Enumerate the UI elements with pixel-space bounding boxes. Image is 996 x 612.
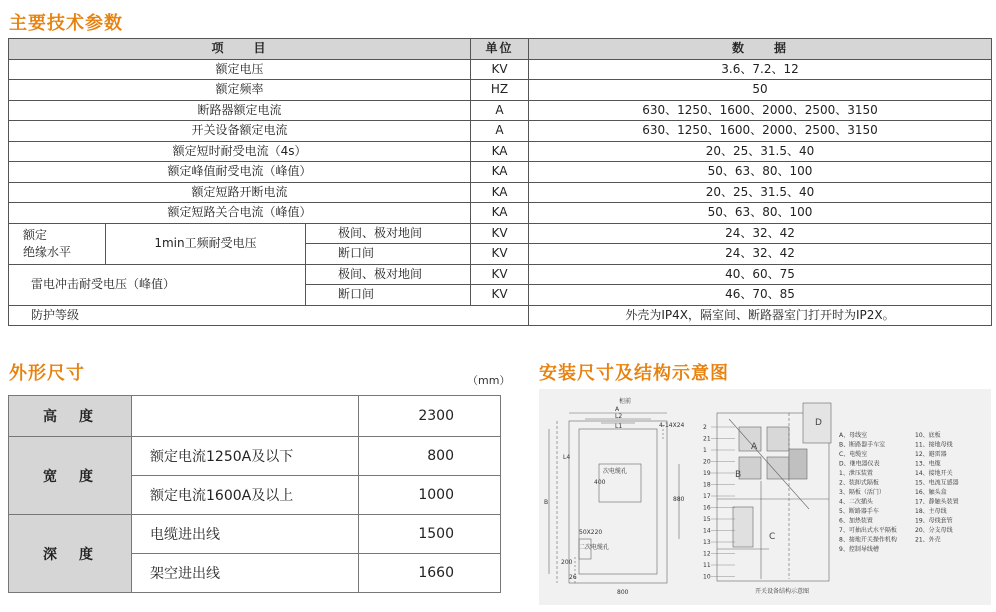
width-row-label: 额定电流1600A及以上 bbox=[132, 476, 359, 515]
table-row bbox=[9, 396, 501, 437]
svg-text:B: B bbox=[735, 470, 742, 480]
sub-ground-label: 极间、极对地间 bbox=[306, 223, 471, 244]
callout-number: 2 bbox=[703, 424, 707, 431]
unit-cell: A bbox=[471, 121, 529, 142]
depth-row-value: 1660 bbox=[359, 554, 501, 593]
protection-value: 外壳为IP4X，隔室间、断路器室门打开时为IP2X。 bbox=[529, 305, 992, 326]
legend-item: 13、电缆 bbox=[915, 460, 941, 468]
data-cell: 40、60、75 bbox=[529, 264, 992, 285]
table-row bbox=[9, 182, 992, 203]
spec-table bbox=[8, 38, 992, 326]
unit-cell: KA bbox=[471, 162, 529, 183]
dim-label: 200 bbox=[561, 559, 573, 566]
legend-item: 21、外壳 bbox=[915, 536, 941, 544]
table-row bbox=[9, 100, 992, 121]
dim-label: 880 bbox=[673, 496, 685, 503]
dims-table bbox=[8, 395, 501, 593]
legend-item: 1、泄压装置 bbox=[839, 470, 873, 477]
height-label: 高 度 bbox=[9, 396, 132, 437]
item-cell: 额定短路开断电流 bbox=[9, 182, 471, 203]
table-row bbox=[9, 305, 992, 326]
diagram-section-title: 安装尺寸及结构示意图 bbox=[539, 363, 729, 384]
legend-item: 10、底板 bbox=[915, 432, 941, 439]
sub-ground-label: 极间、极对地间 bbox=[306, 264, 471, 285]
data-cell: 630、1250、1600、2000、2500、3150 bbox=[529, 121, 992, 142]
svg-text:D: D bbox=[815, 418, 822, 428]
unit-cell: KV bbox=[471, 264, 529, 285]
sub-break-label: 断口间 bbox=[306, 244, 471, 265]
protection-label: 防护等级 bbox=[9, 305, 529, 326]
data-cell: 3.6、7.2、12 bbox=[529, 59, 992, 80]
dims-unit: （mm） bbox=[467, 374, 511, 387]
callout-number: 10 bbox=[703, 573, 711, 581]
legend-item: 18、主母线 bbox=[915, 508, 947, 515]
item-cell: 额定频率 bbox=[9, 80, 471, 101]
table-row bbox=[9, 515, 501, 554]
caption-bottom: 开关设备结构示意图 bbox=[755, 588, 810, 595]
callout-number: 20 bbox=[703, 458, 711, 466]
dims-section-title: 外形尺寸 bbox=[9, 363, 85, 384]
table-row bbox=[9, 80, 992, 101]
data-cell: 20、25、31.5、40 bbox=[529, 141, 992, 162]
hole-label: 次电缆孔 bbox=[603, 468, 628, 475]
legend-item: 14、接地开关 bbox=[915, 470, 953, 477]
table-row bbox=[9, 437, 501, 476]
unit-cell: HZ bbox=[471, 80, 529, 101]
legend-item: 16、触头盒 bbox=[915, 489, 947, 496]
structure-diagram bbox=[539, 389, 991, 605]
dim-label: L2 bbox=[615, 413, 623, 420]
width-row-value: 1000 bbox=[359, 476, 501, 515]
dim-label: 26 bbox=[569, 574, 577, 581]
callout-number: 16 bbox=[703, 504, 711, 512]
diagram-legend bbox=[839, 431, 959, 553]
legend-item: 6、加热装置 bbox=[839, 517, 873, 525]
data-cell: 20、25、31.5、40 bbox=[529, 182, 992, 203]
callout-numbers bbox=[703, 424, 735, 581]
hole-label: 二次电缆孔 bbox=[579, 544, 610, 551]
item-cell: 额定短时耐受电流（4s） bbox=[9, 141, 471, 162]
legend-item: 15、电流互感器 bbox=[915, 479, 959, 487]
callout-number: 15 bbox=[703, 516, 711, 523]
unit-cell: KA bbox=[471, 182, 529, 203]
legend-item: 12、避雷器 bbox=[915, 451, 947, 458]
legend-item: 4、二次插头 bbox=[839, 498, 873, 506]
width-row-label: 额定电流1250A及以下 bbox=[132, 437, 359, 476]
legend-item: 17、静触头装置 bbox=[915, 498, 959, 506]
legend-item: A、母线室 bbox=[839, 432, 868, 439]
depth-row-label: 电缆进出线 bbox=[132, 515, 359, 554]
unit-cell: KA bbox=[471, 203, 529, 224]
callout-number: 11 bbox=[703, 562, 711, 569]
callout-number: 12 bbox=[703, 550, 711, 558]
lightning-label: 雷电冲击耐受电压（峰值） bbox=[9, 264, 306, 305]
callout-number: 21 bbox=[703, 435, 711, 443]
data-cell: 630、1250、1600、2000、2500、3150 bbox=[529, 100, 992, 121]
item-cell: 额定电压 bbox=[9, 59, 471, 80]
dim-label: 400 bbox=[594, 479, 606, 486]
callout-number: 18 bbox=[703, 481, 711, 489]
legend-item: 7、可抽出式水平隔板 bbox=[839, 527, 897, 534]
data-cell: 24、32、42 bbox=[529, 223, 992, 244]
callout-number: 1 bbox=[703, 447, 707, 454]
item-cell: 开关设备额定电流 bbox=[9, 121, 471, 142]
callout-number: 14 bbox=[703, 527, 711, 535]
data-cell: 24、32、42 bbox=[529, 244, 992, 265]
dim-label: L4 bbox=[563, 454, 571, 461]
dim-label: 4-14X24 bbox=[659, 422, 685, 429]
width-row-value: 800 bbox=[359, 437, 501, 476]
legend-item: 5、断路器手车 bbox=[839, 508, 879, 515]
depth-row-value: 1500 bbox=[359, 515, 501, 554]
data-cell: 50、63、80、100 bbox=[529, 203, 992, 224]
unit-cell: KV bbox=[471, 223, 529, 244]
legend-item: 11、接地母线 bbox=[915, 441, 953, 449]
section-view bbox=[717, 403, 831, 581]
table-row bbox=[9, 162, 992, 183]
spec-section-title: 主要技术参数 bbox=[9, 13, 123, 34]
unit-cell: KV bbox=[471, 244, 529, 265]
diagram-svg bbox=[539, 389, 991, 605]
power-freq-label: 1min工频耐受电压 bbox=[106, 223, 306, 264]
insulation-group-label: 额定 绝缘水平 bbox=[9, 223, 106, 264]
unit-cell: A bbox=[471, 100, 529, 121]
dim-label: 50X220 bbox=[579, 529, 603, 536]
legend-item: 8、接地开关操作机构 bbox=[839, 536, 897, 544]
header-item: 项 目 bbox=[9, 39, 471, 60]
depth-row-label: 架空进出线 bbox=[132, 554, 359, 593]
data-cell: 50 bbox=[529, 80, 992, 101]
table-row bbox=[9, 59, 992, 80]
dim-label: 800 bbox=[617, 589, 629, 596]
callout-number: 19 bbox=[703, 470, 711, 477]
header-unit: 单位 bbox=[471, 39, 529, 60]
legend-item: 2、装卸式隔板 bbox=[839, 479, 879, 487]
table-row bbox=[9, 223, 992, 244]
dim-label: A bbox=[615, 406, 620, 413]
data-cell: 50、63、80、100 bbox=[529, 162, 992, 183]
callout-number: 17 bbox=[703, 493, 711, 500]
unit-cell: KV bbox=[471, 285, 529, 306]
legend-item: B、断路器手车室 bbox=[839, 441, 886, 449]
item-cell: 额定短路关合电流（峰值） bbox=[9, 203, 471, 224]
caption-top: 柜前 bbox=[619, 398, 632, 405]
height-value: 2300 bbox=[359, 396, 501, 437]
dim-label: B bbox=[544, 499, 549, 506]
legend-item: 9、控制导线槽 bbox=[839, 546, 879, 553]
table-row bbox=[9, 203, 992, 224]
legend-item: 20、分支母线 bbox=[915, 527, 953, 534]
sub-break-label: 断口间 bbox=[306, 285, 471, 306]
callout-number: 13 bbox=[703, 539, 711, 546]
spec-header-row bbox=[9, 39, 992, 60]
unit-cell: KV bbox=[471, 59, 529, 80]
header-data: 数 据 bbox=[529, 39, 992, 60]
svg-text:A: A bbox=[751, 442, 758, 452]
legend-item: C、电缆室 bbox=[839, 451, 868, 458]
unit-cell: KA bbox=[471, 141, 529, 162]
table-row bbox=[9, 141, 992, 162]
depth-label: 深 度 bbox=[9, 515, 132, 593]
dim-label: L1 bbox=[615, 423, 623, 430]
width-label: 宽 度 bbox=[9, 437, 132, 515]
front-view bbox=[549, 413, 679, 583]
table-row bbox=[9, 121, 992, 142]
svg-text:C: C bbox=[769, 532, 776, 542]
data-cell: 46、70、85 bbox=[529, 285, 992, 306]
legend-item: 19、母线套管 bbox=[915, 517, 953, 525]
legend-item: 3、隔板（活门） bbox=[839, 489, 885, 496]
table-row bbox=[9, 264, 992, 285]
legend-item: D、继电器仪表 bbox=[839, 460, 880, 468]
item-cell: 断路器额定电流 bbox=[9, 100, 471, 121]
item-cell: 额定峰值耐受电流（峰值） bbox=[9, 162, 471, 183]
